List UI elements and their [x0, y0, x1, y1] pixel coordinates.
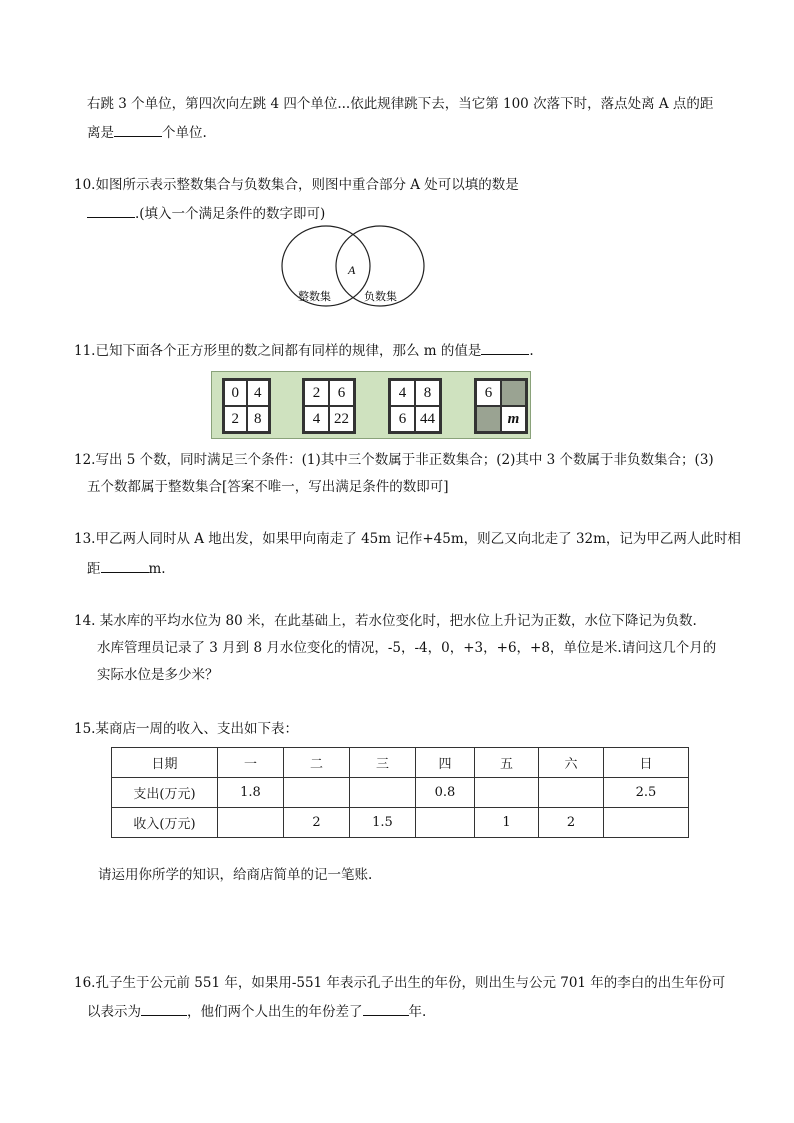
table-cell: 2 — [284, 808, 350, 838]
square-1 — [222, 378, 271, 434]
q14-line1: 14. 某水库的平均水位为 80 米，在此基础上，若水位变化时，把水位上升记为正数，水位下降记为负数. — [74, 613, 697, 629]
q16-line2 — [87, 1001, 426, 1022]
q15-note: 请运用你所学的知识，给商店简单的记一笔账. — [98, 867, 373, 883]
table-cell — [539, 778, 604, 808]
q14-line2: 水库管理员记录了 3 月到 8 月水位变化的情况，-5，-4，0，+3，+6，+8，单位是米.请问这几个月的 — [97, 640, 717, 656]
q16-answer-blank-2[interactable] — [363, 1001, 409, 1016]
venn-right-label: 负数集 — [364, 290, 397, 303]
header-cell-fri: 五 — [475, 748, 539, 778]
square-1-br: 8 — [247, 406, 270, 432]
square-2-tl: 2 — [304, 380, 329, 406]
q11-answer-blank[interactable] — [481, 340, 529, 355]
table-cell — [284, 778, 350, 808]
q9-line1: 右跳 3 个单位，第四次向左跳 4 四个单位...依此规律跳下去，当它第 100 次落下时，落点处离 A 点的距 — [87, 96, 714, 112]
number-squares-figure — [211, 371, 531, 439]
square-1-tr: 4 — [247, 380, 270, 406]
table-cell: 1.5 — [350, 808, 416, 838]
square-3-br: 44 — [415, 406, 440, 432]
square-1-tl: 0 — [224, 380, 247, 406]
square-3-tl: 4 — [390, 380, 415, 406]
square-2-tr: 6 — [329, 380, 354, 406]
q16-line1: 16.孔子生于公元前 551 年，如果用-551 年表示孔子出生的年份，则出生与公元 701 年的李白的出生年份可 — [74, 975, 726, 991]
square-3-bl: 6 — [390, 406, 415, 432]
table-cell: 1 — [475, 808, 539, 838]
square-3 — [388, 378, 442, 434]
square-1-bl: 2 — [224, 406, 247, 432]
square-4-tl: 6 — [476, 380, 501, 406]
header-cell-sat: 六 — [539, 748, 604, 778]
q9-answer-blank[interactable] — [114, 122, 162, 137]
table-cell: 收入(万元) — [112, 808, 218, 838]
square-4-bl-hidden — [476, 406, 501, 432]
square-4-tr-hidden — [501, 380, 526, 406]
table-cell: 2.5 — [604, 778, 689, 808]
q11-text-pre: 11.已知下面各个正方形里的数之间都有同样的规律，那么 m 的值是 — [74, 343, 482, 359]
table-cell — [350, 778, 416, 808]
income-expense-table — [111, 747, 689, 838]
q15-title: 15.某商店一周的收入、支出如下表： — [74, 721, 298, 737]
table-header-row — [112, 748, 689, 778]
q13-line2 — [87, 558, 166, 579]
square-4-br-m: m — [501, 406, 526, 432]
table-cell: 2 — [539, 808, 604, 838]
table-cell: 支出(万元) — [112, 778, 218, 808]
square-2-bl: 4 — [304, 406, 329, 432]
q13-line2-pre: 距 — [87, 561, 101, 577]
square-2 — [302, 378, 356, 434]
table-cell — [218, 808, 284, 838]
q16-line2-mid: ，他们两个人出生的年份差了 — [187, 1004, 363, 1020]
venn-diagram — [278, 222, 428, 310]
header-cell-mon: 一 — [218, 748, 284, 778]
q13-line1: 13.甲乙两人同时从 A 地出发，如果甲向南走了 45m 记作+45m，则乙又向北走了 32m，记为甲乙两人此时相 — [74, 531, 741, 547]
q16-answer-blank-1[interactable] — [141, 1001, 187, 1016]
table-cell: 1.8 — [218, 778, 284, 808]
header-cell-sun: 日 — [604, 748, 689, 778]
q14-line3: 实际水位是多少米？ — [97, 667, 219, 683]
header-cell-wed: 三 — [350, 748, 416, 778]
header-cell-tue: 二 — [284, 748, 350, 778]
q11-text — [74, 340, 534, 361]
header-cell-thu: 四 — [416, 748, 475, 778]
q12-line2: 五个数都属于整数集合[答案不唯一，写出满足条件的数即可] — [87, 479, 449, 495]
table-cell — [416, 808, 475, 838]
venn-left-label: 整数集 — [298, 290, 331, 303]
q9-line2 — [87, 122, 207, 143]
table-row — [112, 808, 689, 838]
q11-text-post: . — [529, 343, 534, 359]
square-4 — [474, 378, 528, 434]
header-cell-date: 日期 — [112, 748, 218, 778]
q10-answer-blank[interactable] — [87, 203, 135, 218]
square-3-tr: 8 — [415, 380, 440, 406]
venn-center-label: A — [348, 263, 356, 277]
q9-line2-pre: 离是 — [87, 125, 114, 141]
q12-line1: 12.写出 5 个数，同时满足三个条件：(1)其中三个数属于非正数集合；(2)其中 3 个数属于非负数集合；(3) — [74, 452, 714, 468]
table-cell — [604, 808, 689, 838]
square-2-br: 22 — [329, 406, 354, 432]
q9-line2-post: 个单位. — [162, 125, 207, 141]
table-cell: 0.8 — [416, 778, 475, 808]
table-row — [112, 778, 689, 808]
q13-answer-blank[interactable] — [101, 558, 149, 573]
q16-line2-post: 年. — [408, 1004, 427, 1020]
q10-line2 — [87, 203, 325, 224]
q13-line2-post: m. — [148, 561, 166, 577]
table-cell — [475, 778, 539, 808]
q10-line1: 10.如图所示表示整数集合与负数集合，则图中重合部分 A 处可以填的数是 — [74, 177, 519, 193]
q10-line2-post: .(填入一个满足条件的数字即可) — [135, 206, 326, 222]
q16-line2-pre: 以表示为 — [87, 1004, 141, 1020]
